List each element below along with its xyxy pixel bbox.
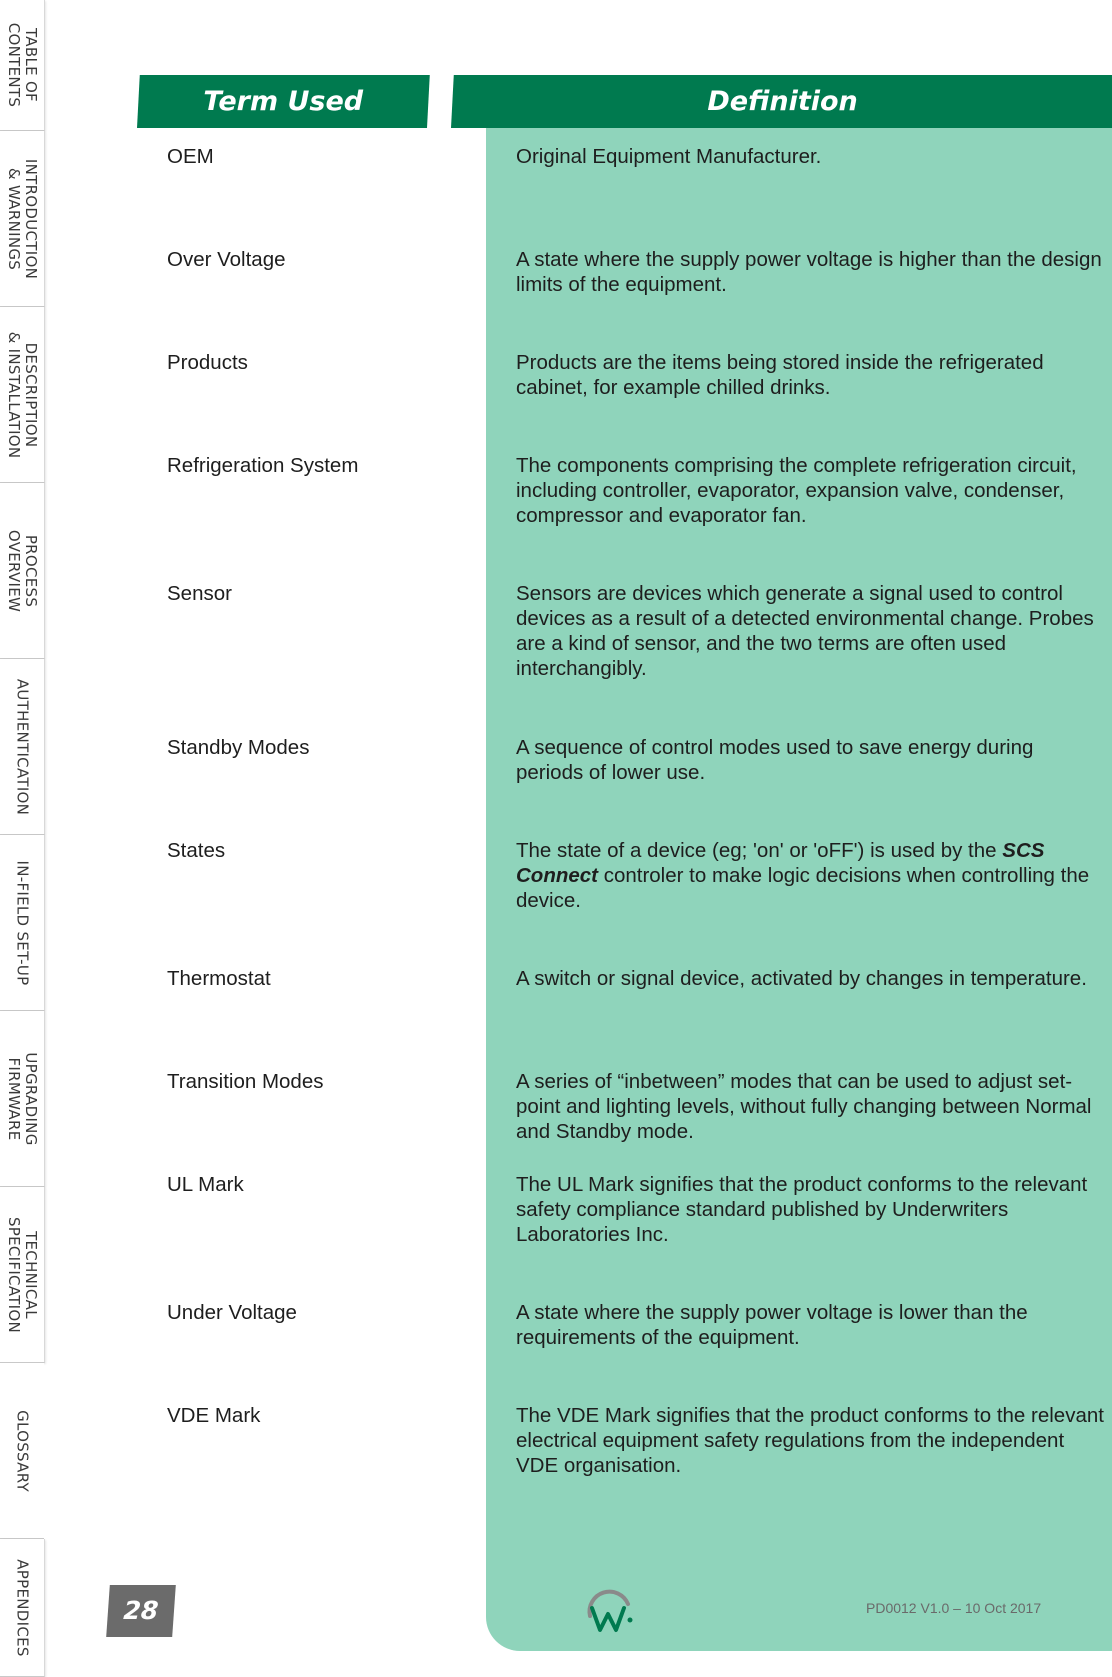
term-used-header-label: Term Used [203, 86, 364, 117]
tab-label: APPENDICES [13, 1558, 32, 1657]
definition-ul-mark: The UL Mark signifies that the product conforms to the relevant safety compliance standard published by Underwriters Laboratories Inc. [516, 1173, 1088, 1246]
tab-label: INTRODUCTION & WARNINGS [5, 158, 40, 279]
definition-header [451, 75, 1112, 128]
definition-states [516, 838, 1106, 913]
page-number-label: 28 [122, 1596, 160, 1625]
term-thermostat: Thermostat [167, 967, 271, 990]
term-vde-mark: VDE Mark [167, 1404, 261, 1427]
term-states: States [167, 839, 226, 862]
definition-over-voltage: A state where the supply power voltage is higher than the design limits of the equipment. [516, 248, 1102, 296]
definition-sensor: Sensors are devices which generate a signal used to control devices as a result of a detected environmental change. Probes are a kind of sensor, and the two terms are often used interchangibly. [516, 582, 1094, 680]
page-number [106, 1585, 176, 1637]
definition-oem: Original Equipment Manufacturer. [516, 145, 822, 168]
tab-process-overview[interactable] [0, 483, 45, 659]
tab-glossary[interactable] [0, 1363, 44, 1539]
tab-label: TABLE OF CONTENTS [5, 22, 40, 108]
tab-label: DESCRIPTION & INSTALLATION [5, 331, 40, 458]
definition-header-label: Definition [707, 86, 859, 117]
tab-label: AUTHENTICATION [13, 678, 32, 815]
definition-vde-mark: The VDE Mark signifies that the product conforms to the relevant electrical equipment safety regulations from the independent VDE organisation. [516, 1404, 1104, 1477]
tab-authentication[interactable] [0, 659, 45, 835]
tab-description-installation[interactable] [0, 307, 45, 483]
definition-products: Products are the items being stored inside the refrigerated cabinet, for example chilled drinks. [516, 351, 1044, 399]
term-transition-modes: Transition Modes [167, 1070, 324, 1093]
term-under-voltage: Under Voltage [167, 1301, 297, 1324]
tab-upgrading-firmware[interactable] [0, 1011, 45, 1187]
definition-thermostat: A switch or signal device, activated by changes in temperature. [516, 967, 1087, 990]
tab-label: UPGRADING FIRMWARE [5, 1051, 40, 1146]
term-refrigeration-system: Refrigeration System [167, 454, 359, 477]
tab-label: IN-FIELD SET-UP [13, 860, 32, 985]
tab-label: TECHNICAL SPECIFICATION [5, 1216, 40, 1333]
definition-refrigeration-system: The components comprising the complete refrigeration circuit, including controller, evaporator, expansion valve, condenser, compressor and evaporator fan. [516, 454, 1077, 527]
definition-states-post: controler to make logic decisions when controlling the device. [516, 864, 1090, 912]
definition-states-pre: The state of a device (eg; 'on' or 'oFF') is used by the [516, 839, 1003, 862]
definition-under-voltage: A state where the supply power voltage is lower than the requirements of the equipment. [516, 1301, 1028, 1349]
w-logo-icon [584, 1586, 636, 1636]
term-over-voltage: Over Voltage [167, 248, 286, 271]
tab-appendices[interactable] [0, 1539, 45, 1677]
definition-transition-modes: A series of “inbetween” modes that can be used to adjust set-point and lighting levels, without fully changing between Normal and Standby mode. [516, 1070, 1092, 1143]
tab-label: PROCESS OVERVIEW [5, 529, 40, 612]
term-used-header [137, 75, 430, 128]
term-ul-mark: UL Mark [167, 1173, 244, 1196]
tab-introduction-warnings[interactable] [0, 131, 45, 307]
document-reference: PD0012 V1.0 – 10 Oct 2017 [866, 1600, 1042, 1616]
tab-in-field-set-up[interactable] [0, 835, 45, 1011]
tab-label: GLOSSARY [13, 1409, 32, 1492]
tab-technical-specification[interactable] [0, 1187, 45, 1363]
term-oem: OEM [167, 145, 214, 168]
term-products: Products [167, 351, 248, 374]
definition-standby-modes: A sequence of control modes used to save energy during periods of lower use. [516, 736, 1034, 784]
tab-table-of-contents[interactable] [0, 0, 45, 131]
scs-connect-name: SCS Connect [516, 839, 1045, 887]
term-sensor: Sensor [167, 582, 232, 605]
term-standby-modes: Standby Modes [167, 736, 310, 759]
side-tabs [0, 0, 47, 1676]
